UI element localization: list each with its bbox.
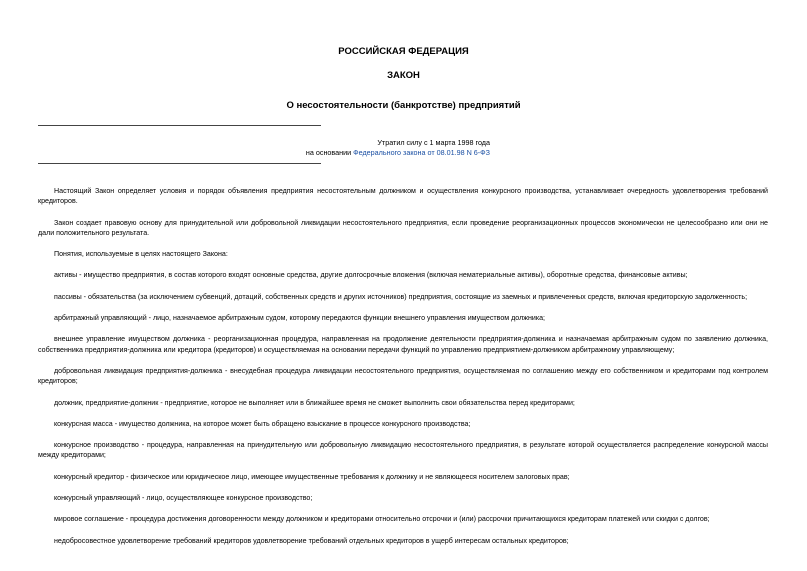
paragraph: Понятия, используемые в целях настоящего Закона: — [54, 250, 228, 259]
bottom-divider — [38, 163, 321, 164]
country-heading: РОССИЙСКАЯ ФЕДЕРАЦИЯ — [338, 46, 469, 57]
repealing-law-link[interactable]: Федерального закона от 08.01.98 N 6-ФЗ — [353, 148, 490, 157]
definition-item: добровольная ликвидация предприятия-должника - внесудебная процедура ликвидации несостоятельного предприятия, осуществляемая по соглашению между его собственником и кредиторами под контролем кредиторов; — [38, 366, 768, 386]
definition-item: активы - имущество предприятия, в состав которого входят основные средства, другие долгосрочные вложения (включая нематериальные активы), оборотные средства, финансовые активы; — [54, 271, 688, 280]
definition-item: пассивы - обязательства (за исключением субвенций, дотаций, собственных средств и других источников) предприятия, состоящие из заемных и привлеченных средств, включая кредиторскую задолженность; — [54, 292, 748, 301]
expiry-notice — [290, 138, 490, 158]
definition-item: конкурсный управляющий - лицо, осуществляющее конкурсное производство; — [54, 494, 313, 503]
definition-item: мировое соглашение - процедура достижения договоренности между должником и кредиторами относительно отсрочки и (или) рассрочки причитающихся кредиторам платежей или скидки с долгов; — [54, 515, 710, 524]
definition-item: конкурсная масса - имущество должника, на которое может быть обращено взыскание в процессе конкурсного производства; — [54, 419, 471, 428]
top-divider — [38, 125, 321, 126]
paragraph: Настоящий Закон определяет условия и порядок объявления предприятия несостоятельным должником и осуществления конкурсного производства, устанавливает очередность удовлетворения требований кредиторов. — [38, 187, 768, 206]
expiry-prefix: на основании — [305, 148, 354, 157]
expiry-line-1: Утратил силу с 1 марта 1998 года — [377, 138, 490, 147]
definition-item: конкурсный кредитор - физическое или юридическое лицо, имеющее имущественные требования к должнику и не являющееся носителем залоговых прав; — [54, 472, 570, 481]
law-body — [38, 186, 768, 546]
definition-item: внешнее управление имуществом должника - реорганизационная процедура, направленная на продолжение деятельности предприятия-должника и назначаемая арбитражным судом по заявлению должника, собственника предприятия-должника или кредитора (кредиторов) и осуществляемая на основании передачи функций по управлению предприятием-должником арбитражному управляющему; — [38, 335, 768, 354]
expiry-line-2 — [290, 148, 490, 158]
definition-item: недобросовестное удовлетворение требований кредиторов удовлетворение требований отдельных кредиторов в ущерб интересам остальных кредиторов; — [54, 536, 569, 545]
paragraph: Закон создает правовую основу для принудительной или добровольной ликвидации несостоятельного предприятия, если проведение реорганизационных процессов экономически не целесообразно или они не дали положительного результата. — [38, 218, 768, 237]
page-title: О несостоятельности (банкротстве) предприятий — [286, 100, 521, 111]
definition-item: должник, предприятие-должник - предприятие, которое не выполняет или в ближайшее время не сможет выполнить свои обязательства перед кредиторами; — [54, 398, 575, 407]
doc-type-heading: ЗАКОН — [387, 70, 420, 81]
definition-item: конкурсное производство - процедура, направленная на принудительную или добровольную ликвидацию несостоятельного предприятия, в результате которой осуществляется распределение конкурсной массы между кредиторами; — [38, 441, 768, 460]
definition-item: арбитражный управляющий - лицо, назначаемое арбитражным судом, которому передаются функции внешнего управления имуществом должника; — [54, 314, 546, 323]
